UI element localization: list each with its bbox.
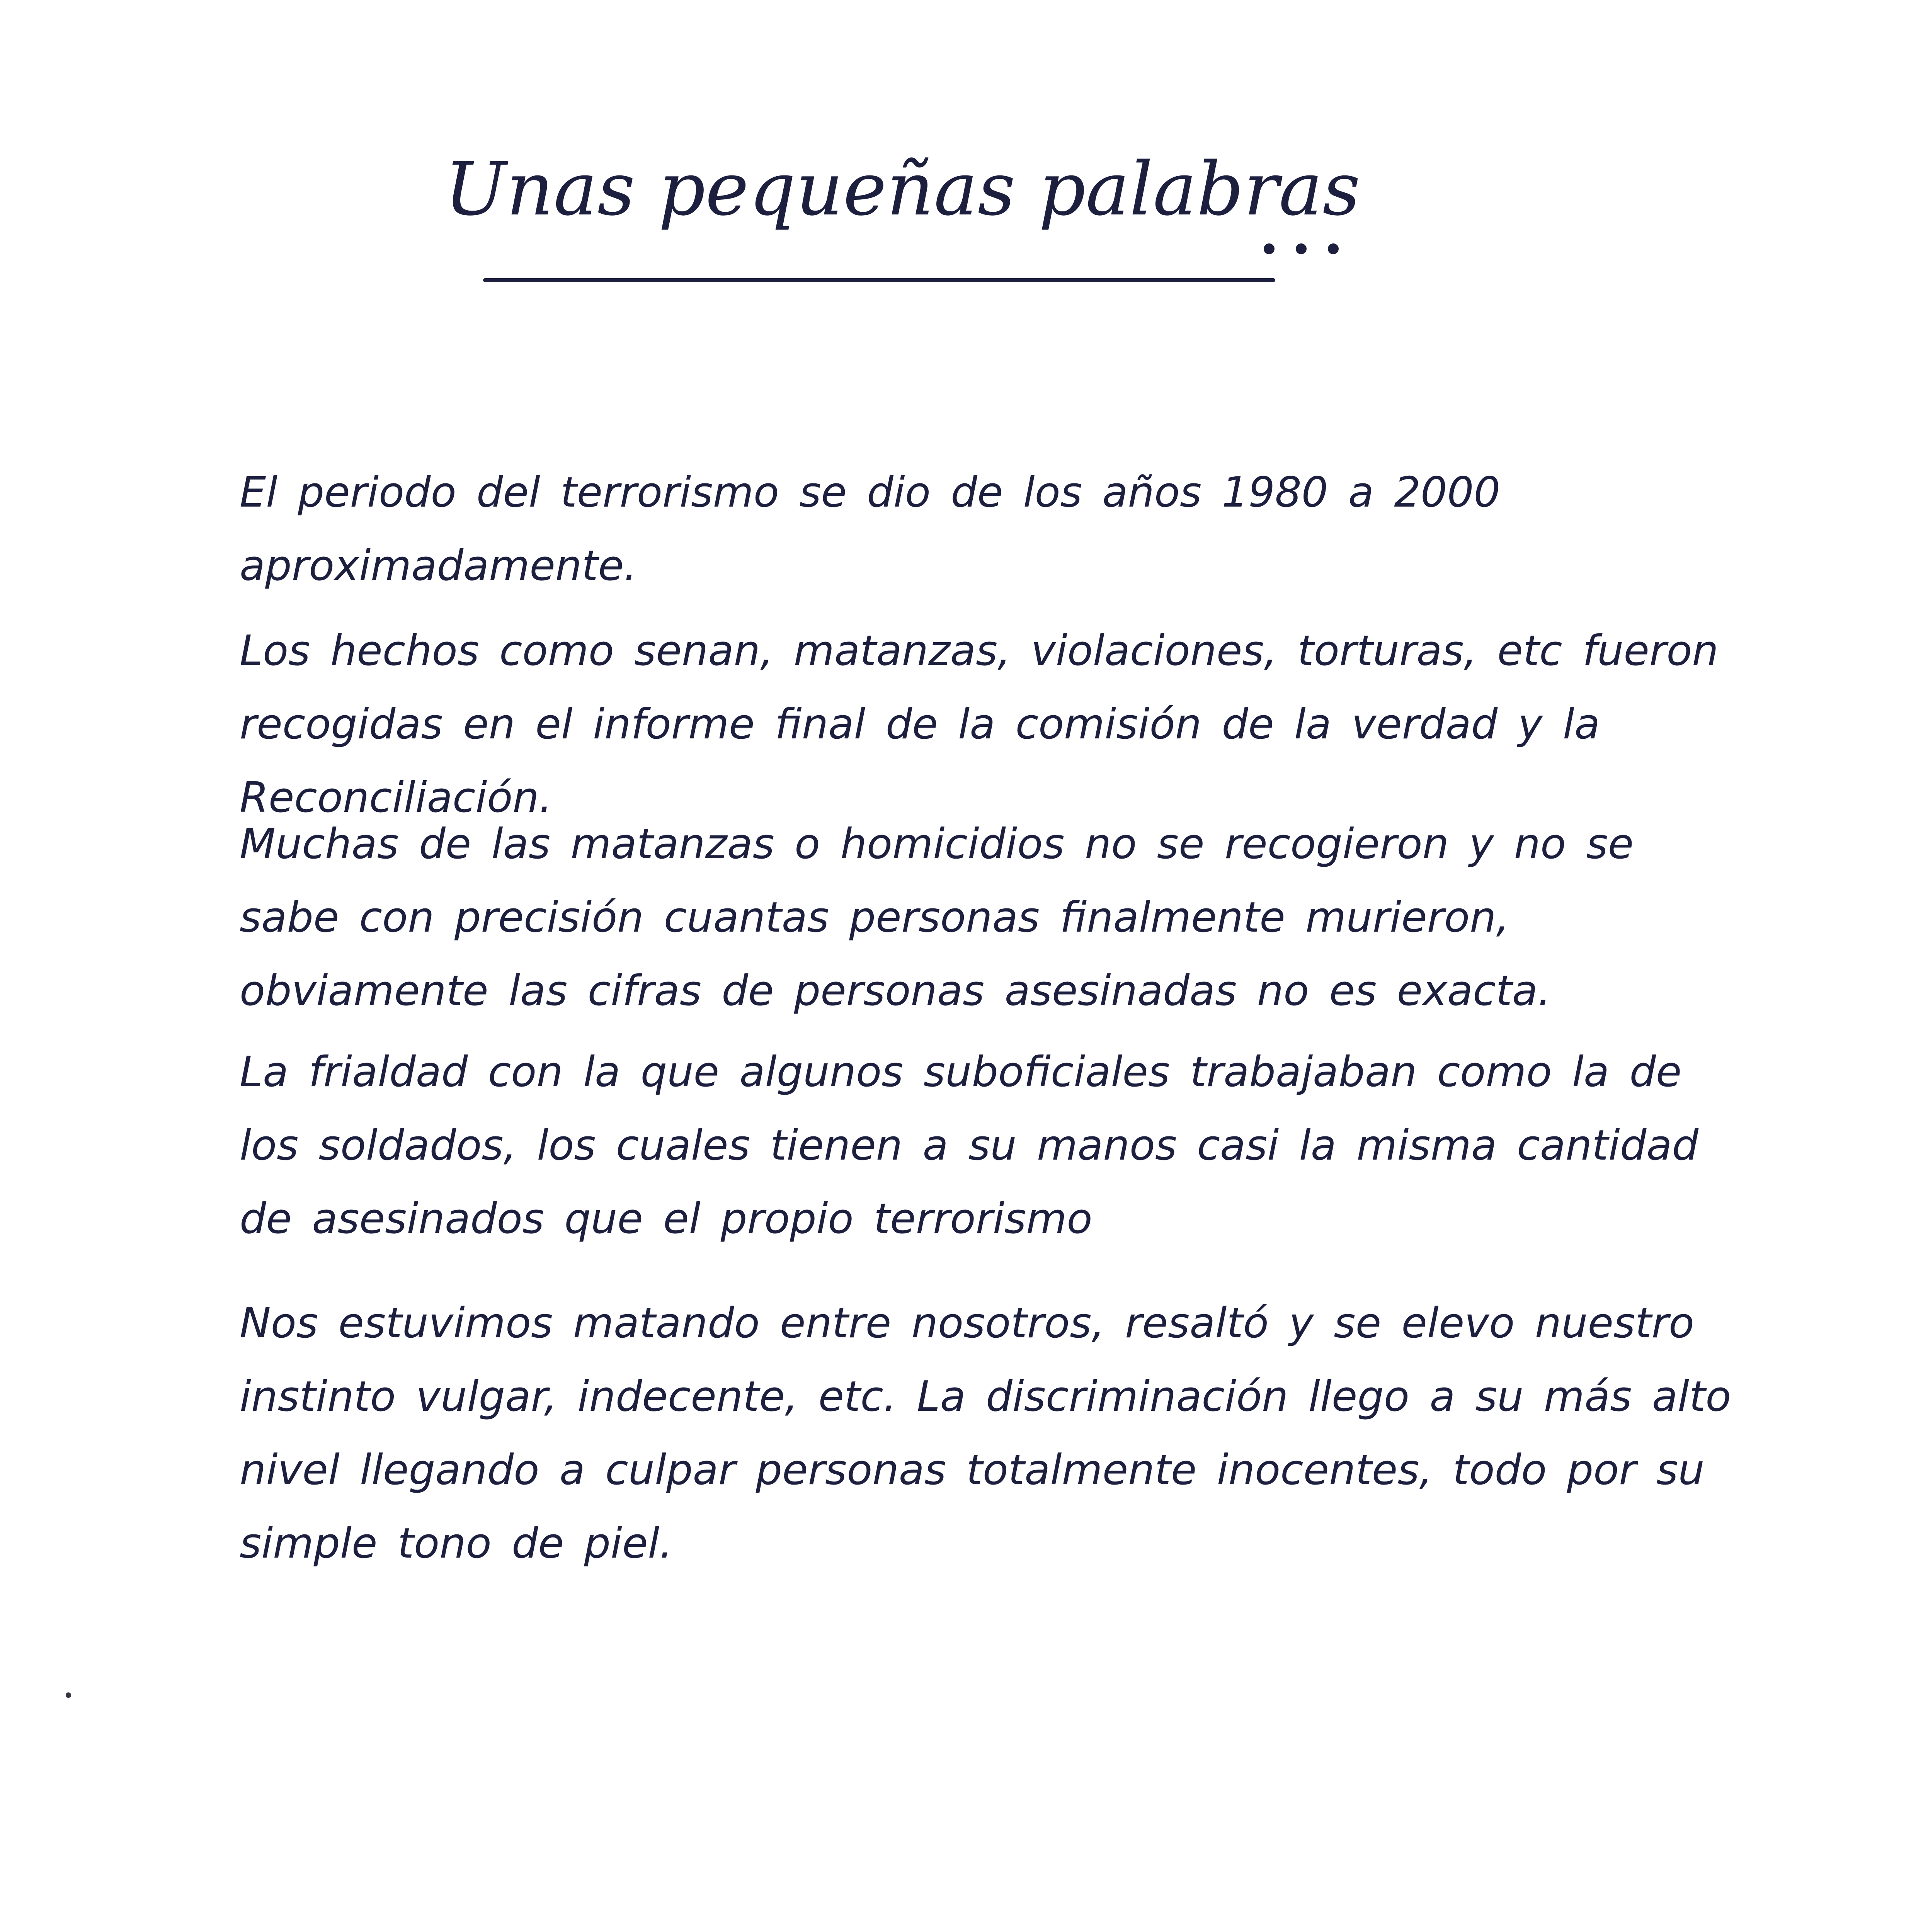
ink-speck bbox=[66, 1692, 71, 1698]
page-title: Unas pequeñas palabras bbox=[444, 146, 1360, 232]
paragraph-hechos: Los hechos como senan, matanzas, violaciones, torturas, etc fueron recogidas en el informe final de la comisión de la verdad y la Reconciliación. bbox=[240, 627, 1739, 822]
paragraph-matanzas: Muchas de las matanzas o homicidios no se recogieron y no se sabe con precisión cuantas personas finalmente murieron, obviamente las cifras de personas asesinadas no es exacta. bbox=[240, 820, 1654, 1015]
paragraph-periodo: El periodo del terrorismo se dio de los años 1980 a 2000 aproximadamente. bbox=[240, 468, 1521, 590]
title-underline bbox=[483, 278, 1275, 282]
paragraph-discriminacion: Nos estuvimos matando entre nosotros, resaltó y se elevo nuestro instinto vulgar, indecente, etc. La discriminación llego a su más alto nivel llegando a culpar personas totalmente inocentes, todo por su simple tono de piel. bbox=[240, 1299, 1751, 1568]
paragraph-frialdad: La frialdad con la que algunos suboficiales trabajaban como la de los soldados, los cuales tienen a su manos casi la misma cantidad de asesinados que el propio terrorismo bbox=[240, 1048, 1719, 1243]
title-ellipsis-dots bbox=[1264, 243, 1391, 259]
